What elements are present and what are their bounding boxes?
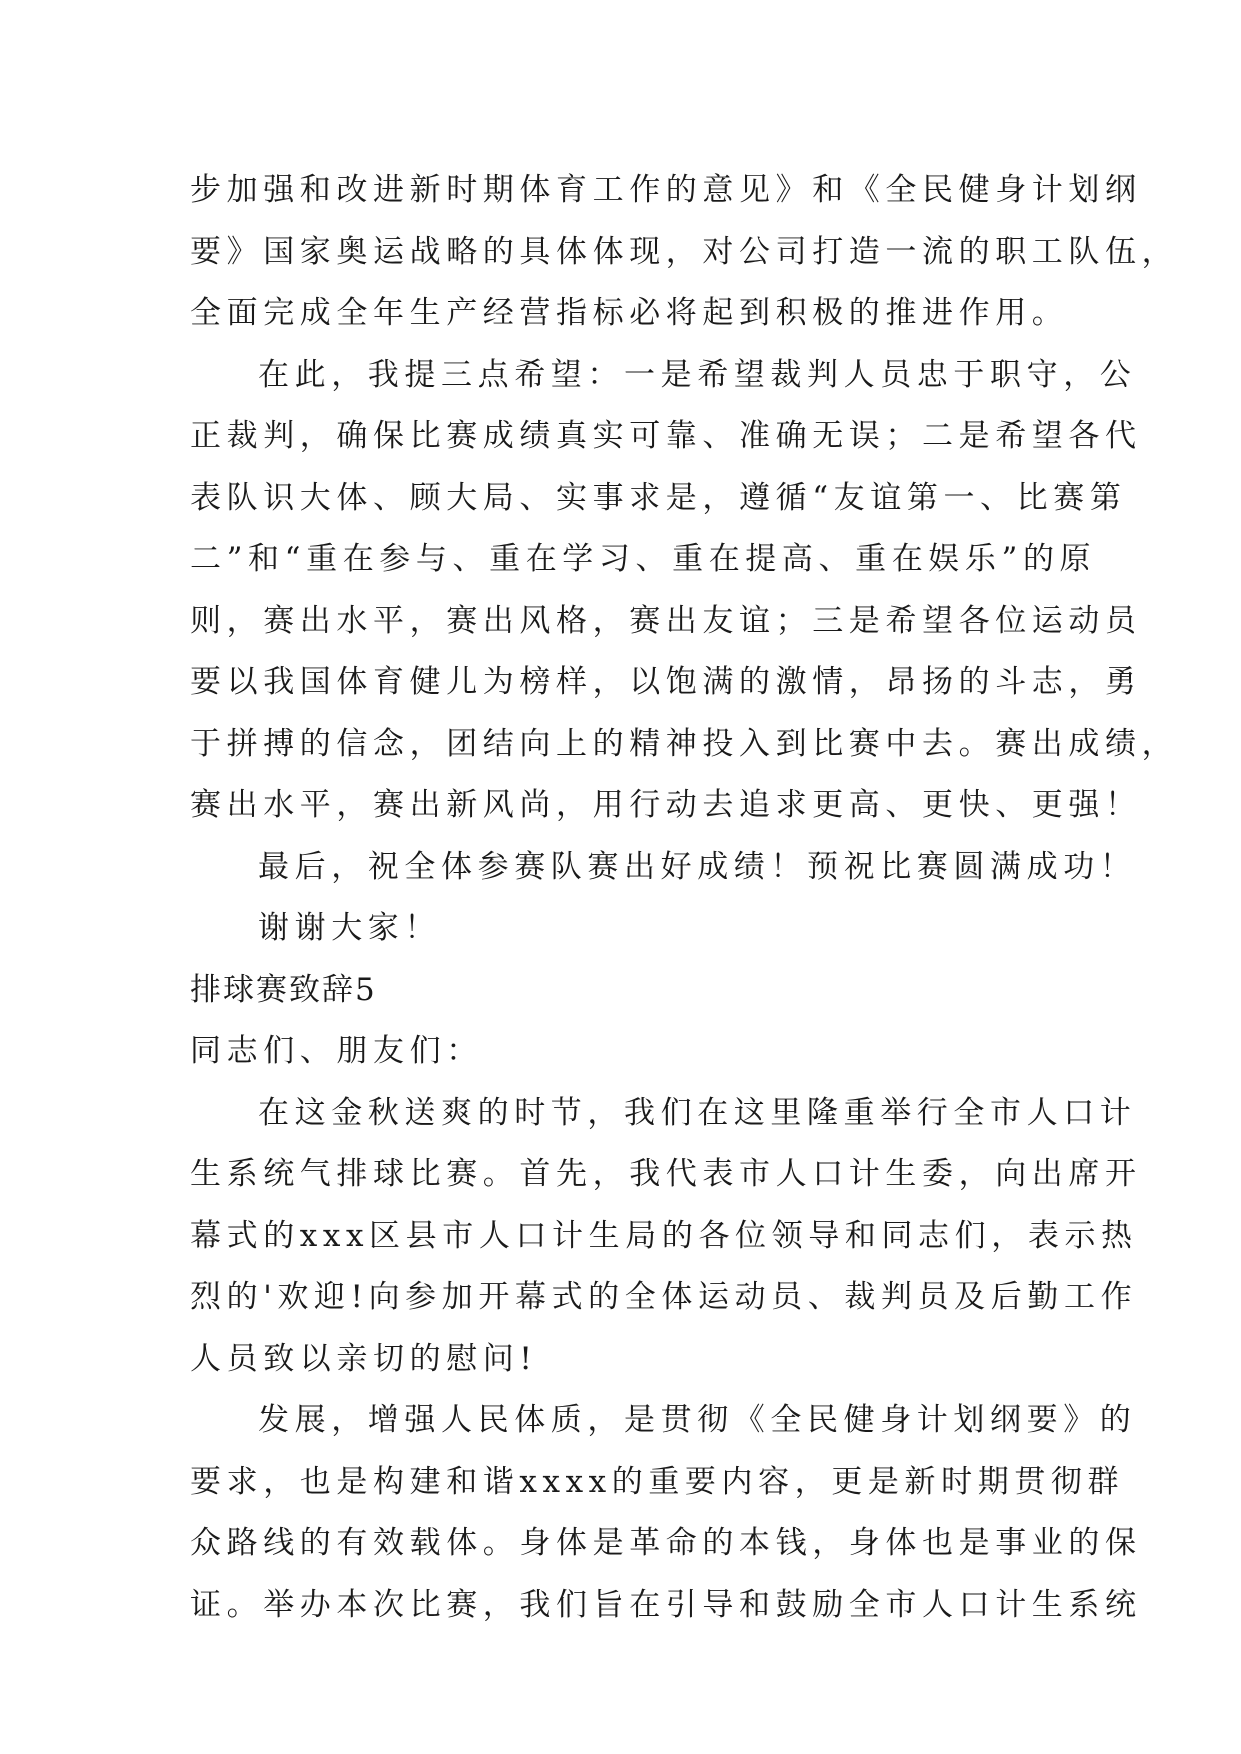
section-heading: 排球赛致辞5 bbox=[190, 971, 377, 1008]
paragraph-line: 发展，增强人民体质，是贯彻《全民健身计划纲要》的 bbox=[258, 1402, 1137, 1438]
paragraph-line: 最后，祝全体参赛队赛出好成绩！预祝比赛圆满成功！ bbox=[258, 848, 1137, 885]
paragraph-line: 在此，我提三点希望：一是希望裁判人员忠于职守，公 bbox=[258, 356, 1137, 393]
paragraph-line: 全面完成全年生产经营指标必将起到积极的推进作用。 bbox=[190, 295, 1069, 331]
paragraph-line: 烈的'欢迎!向参加开幕式的全体运动员、裁判员及后勤工作 bbox=[190, 1279, 1138, 1315]
paragraph-line: 表队识大体、顾大局、实事求是，遵循“友谊第一、比赛第 bbox=[190, 479, 1127, 516]
paragraph-line: 正裁判，确保比赛成绩真实可靠、准确无误；二是希望各代 bbox=[190, 418, 1142, 454]
paragraph-line: 要以我国体育健儿为榜样，以饱满的激情，昂扬的斗志，勇 bbox=[190, 664, 1142, 700]
paragraph-line: 于拼搏的信念，团结向上的精神投入到比赛中去。赛出成绩， bbox=[190, 725, 1179, 762]
paragraph-line: 幕式的xxx区县市人口计生局的各位领导和同志们，表示热 bbox=[190, 1217, 1138, 1254]
paragraph-line: 二”和“重在参与、重在学习、重在提高、重在娱乐”的原 bbox=[190, 541, 1097, 577]
document-body bbox=[190, 160, 1179, 1636]
paragraph-line: 生系统气排球比赛。首先，我代表市人口计生委，向出席开 bbox=[190, 1156, 1142, 1192]
paragraph-line: 证。举办本次比赛，我们旨在引导和鼓励全市人口计生系统 bbox=[190, 1586, 1142, 1623]
paragraph-line: 要求，也是构建和谐xxxx的重要内容，更是新时期贯彻群 bbox=[190, 1463, 1125, 1500]
salutation-line: 同志们、朋友们： bbox=[190, 1033, 483, 1069]
paragraph-line: 赛出水平，赛出新风尚，用行动去追求更高、更快、更强！ bbox=[190, 787, 1142, 823]
paragraph-line: 则，赛出水平，赛出风格，赛出友谊；三是希望各位运动员 bbox=[190, 602, 1142, 639]
paragraph-line: 众路线的有效载体。身体是革命的本钱，身体也是事业的保 bbox=[190, 1525, 1142, 1561]
paragraph-line: 要》国家奥运战略的具体体现，对公司打造一流的职工队伍， bbox=[190, 233, 1179, 270]
paragraph-line: 人员致以亲切的慰问! bbox=[190, 1340, 538, 1377]
paragraph-line: 步加强和改进新时期体育工作的意见》和《全民健身计划纲 bbox=[190, 172, 1142, 208]
paragraph-line: 在这金秋送爽的时节，我们在这里隆重举行全市人口计 bbox=[258, 1094, 1137, 1131]
paragraph-line: 谢谢大家！ bbox=[258, 910, 441, 946]
